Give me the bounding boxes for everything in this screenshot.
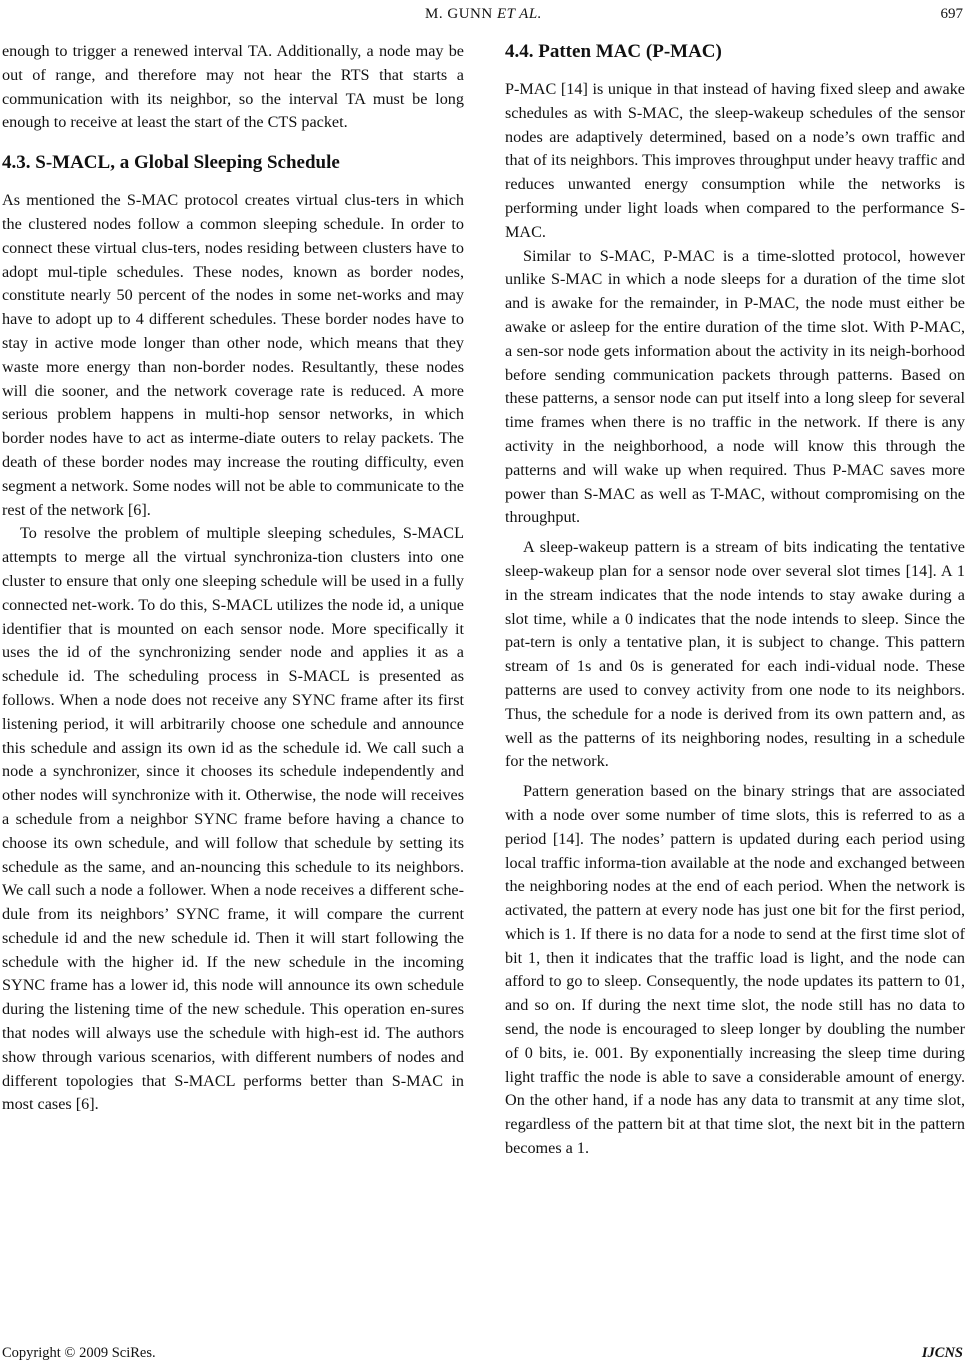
left-column: [2, 40, 464, 1117]
paragraph-pmac-intro: P-MAC [14] is unique in that instead of having fixed sleep and awake schedules as with S-MAC, the sleep-wakeup schedules of the sensor nodes are adaptively determined, based on a node’s own traffic and that of its neighbors. This improves throughput under heavy traffic and reduces unwanted energy consumption while the networks is performing under light loads when compared to the performance S-MAC.: [505, 80, 965, 241]
section-heading-4-4: 4.4. Patten MAC (P-MAC): [505, 41, 722, 62]
header-author: M. GUNN: [425, 6, 493, 22]
paragraph-pmac-timeslot: Similar to S-MAC, P-MAC is a time-slotted protocol, however unlike S-MAC in which a node sleeps for a duration of the time slot and is awake for the remainder, in P-MAC, the node must either be awake or asleep for the entire duration of the time slot. With P-MAC, a sen-sor node gets information about the activity in its neigh-borhood before sending communication packets through patterns. Based on these patterns, a sensor node can put itself into a long sleep for several time frames when there is no traffic in the network. If there is any activity in the neighborhood, a node will know this through the patterns and will wake up when required. Thus P-MAC saves more power than S-MAC as well as T-MAC, without compromising on the throughput.: [505, 246, 965, 527]
footer-copyright: Copyright © 2009 SciRes.: [2, 1345, 156, 1361]
section-heading-4-3: 4.3. S-MACL, a Global Sleeping Schedule: [2, 152, 340, 174]
page-header: [0, 0, 967, 26]
paragraph-pmac-generation: Pattern generation based on the binary strings that are associated with a node over some number of time slots, this is referred to as a period [14]. The nodes’ pattern is updated during each period using local traffic informa-tion available at the node and exchanged between the neighboring nodes at the end of each period. When the network is activated, the pattern at every node has just one bit for the first period, which is 1. If there is no data for a node to send at the first time slot of bit 1, then it indicates that the traffic load is light, and the node can afford to go to sleep. Consequently, the node updates its pattern to 01, and so on. If during the next time slot, the node still has no data to send, the node is encouraged to sleep longer by doubling the number of 0 bits, ie. 001. By exponentially increasing the sleep time during light traffic the node is able to save a considerable amount of energy. On the other hand, if a node has any data to transmit at any time slot, regardless of the pattern bit at that time slot, the next bit in the pattern becomes a 1.: [505, 782, 965, 1158]
right-column: [505, 40, 965, 1161]
paragraph-smacl-intro: As mentioned the S-MAC protocol creates virtual clus-ters in which the clustered nodes follow a common sleeping schedule. In order to connect these virtual clus-ters, nodes residing between clusters have to adopt mul-tiple schedules. These nodes, known as border nodes, constitute nearly 50 percent of the nodes in some net-works and may have to adopt up to 4 different schedules. These border nodes have to stay in active mode longer than other node, which means that they waste more energy than non-border nodes. Resultantly, these nodes will die sooner, and the network coverage rate is reduced. A more serious problem happens in multi-hop sensor networks, in which border nodes have to act as interme-diate outers to relay packets. The death of these border nodes may increase the routing difficulty, even segment a network. Some nodes will not be able to communicate to the rest of the network [6].: [2, 191, 464, 519]
paragraph-pmac-pattern: A sleep-wakeup pattern is a stream of bits indicating the tentative sleep-wakeup plan for a sensor node over several slot times [14]. A 1 in the stream indicates that the node intends to stay awake during a slot time, while a 0 indicates that the node intends to sleep. Since the pat-tern is only a tentative plan, it is subject to change. This pattern stream of 1s and 0s is generated for each indi-vidual node. These patterns are used to convey activity from one node to its neighbors. Thus, the schedule for a node is derived from its own pattern and, as well as the patterns of its neighboring nodes, resulting in a schedule for the network.: [505, 538, 965, 771]
header-etal: ET AL.: [496, 6, 542, 22]
paragraph-continued: enough to trigger a renewed interval TA. Additionally, a node may be out of range, and therefore may not hear the RTS that starts a communication with its neighbor, so the interval TA must be long enough to receive at least the start of the CTS packet.: [2, 42, 464, 132]
running-head: [0, 6, 967, 23]
paragraph-smacl-process: To resolve the problem of multiple sleeping schedules, S-MACL attempts to merge all the virtual synchroniza-tion clusters into one cluster to ensure that only one sleeping schedule will be used in a fully connected net-work. To do this, S-MACL utilizes the node id, a unique identifier that is mounted on each sensor node. More specifically it uses the id of the synchronizing sender node and applies it as a schedule id. The scheduling process in S-MACL is presented as follows. When a node does not receive any SYNC frame after its first listening period, it will arbitrarily choose one schedule and announce this schedule and assign its own id as the schedule id. We call such a node a synchronizer, since it chooses its schedule independently and other nodes will synchronize with it. Otherwise, the node will receives a schedule from a neighbor SYNC frame before having a chance to choose its own schedule, and will follow that schedule by setting its schedule as the same, and an-nouncing this schedule to its neighbors. We call such a node a follower. When a node receives a different sche-dule from its neighbors’ SYNC frame, it will compare the current schedule id and the new schedule id. Then it will start following the schedule with the higher id. If the new schedule in the incoming SYNC frame has a lower id, this node will announce its own schedule during the listening time of the new schedule. This operation en-sures that nodes will always use the schedule with high-est id. The authors show through various scenarios, with different numbers of nodes and different topologies that S-MACL performs better than S-MAC in most cases [6].: [2, 524, 464, 1114]
footer-journal: IJCNS: [921, 1345, 963, 1361]
page-number: 697: [940, 6, 963, 22]
